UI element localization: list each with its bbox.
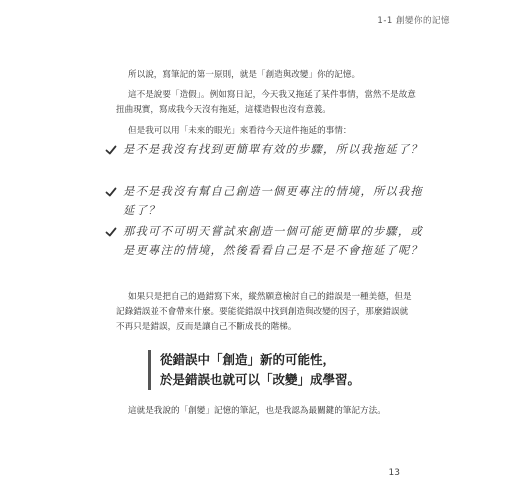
checklist-item-3	[105, 222, 425, 276]
pull-quote-line-2: 於是錯誤也就可以「改變」成學習。	[160, 372, 361, 387]
paragraph-2: 這不是說要「造假」。例如寫日記，今天我又拖延了某件事情，當然不是故意扭曲現實，寫成我今天沒有拖延，這樣造假也沒有意義。	[116, 90, 416, 115]
page-number: 13	[388, 468, 400, 478]
running-header: 1-1 創變你的記憶	[377, 16, 450, 26]
pull-quote-line-1: 從錯誤中「創造」新的可能性，	[160, 352, 336, 367]
checkmark-icon	[105, 186, 117, 198]
quote-bar	[148, 350, 151, 390]
checkmark-icon	[105, 144, 117, 156]
checklist-item-1	[105, 140, 425, 176]
paragraph-1: 所以說，寫筆記的第一原則，就是「創造與改變」你的記憶。	[128, 70, 361, 80]
checklist-text-2: 是不是我沒有幫自己創造一個更專注的情境，所以我拖延了？	[123, 185, 423, 217]
checklist-text-1: 是不是我沒有找到更簡單有效的步驟，所以我拖延了？	[123, 143, 423, 156]
checklist-text-3: 那我可不可明天嘗試來創造一個可能更簡單的步驟，或是更專注的情境，然後看看自己是不是不會拖延了呢？	[123, 225, 423, 257]
checklist-item-2	[105, 182, 425, 218]
paragraph-3: 但是我可以用「未來的眼光」來看待今天這件拖延的事情：	[128, 126, 352, 136]
checkmark-icon	[105, 226, 117, 238]
paragraph-5: 這就是我說的「創變」記憶的筆記，也是我認為最關鍵的筆記方法。	[128, 406, 386, 416]
paragraph-4: 如果只是把自己的過錯寫下來，縱然願意檢討自己的錯誤是一種美德，但是記錄錯誤並不會帶來什麼。要能從錯誤中找到創造與改變的因子，那麼錯誤就不再只是錯誤，反而是讓自己不斷成長的階梯。	[116, 292, 412, 332]
